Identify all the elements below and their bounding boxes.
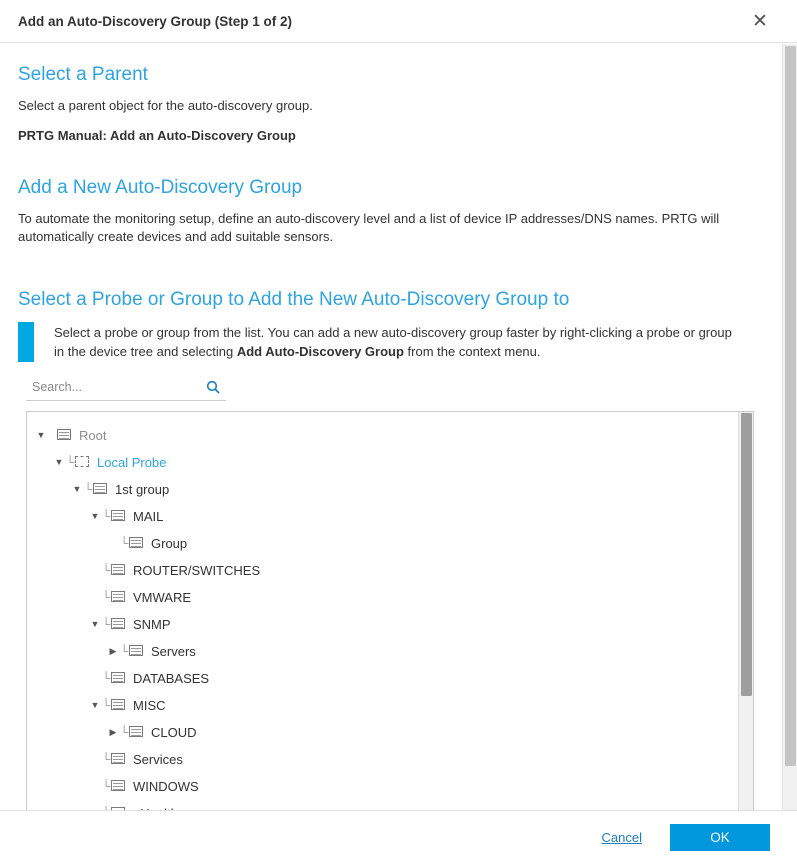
group-icon [129,725,146,739]
tree-node[interactable] [27,773,753,800]
hint-text [54,322,744,362]
chevron-right-icon[interactable]: ▶ [109,645,117,656]
tree-node-label[interactable]: 1st group [115,481,170,497]
dialog-title: Add an Auto-Discovery Group (Step 1 of 2) [18,13,293,29]
tree-connector: └ [101,698,111,713]
tree-spacer [89,674,101,683]
dialog-body [0,44,797,810]
tree-node[interactable] [27,422,753,449]
chevron-down-icon[interactable]: ▼ [72,483,82,494]
search-icon[interactable] [204,378,222,396]
group-icon [129,644,146,658]
dialog-scrollbar-thumb[interactable] [785,46,796,766]
tree-node-label[interactable]: VMWARE [133,589,192,605]
tree-connector: └ [101,671,111,686]
tree-node[interactable] [27,503,753,530]
tree-node[interactable] [27,665,753,692]
tree-node[interactable] [27,611,753,638]
tree-connector [47,429,57,441]
hint-box [18,322,763,362]
prtg-manual-link-text[interactable]: PRTG Manual: Add an Auto-Discovery Group [18,128,296,144]
close-icon[interactable]: ✕ [752,10,768,32]
probe-icon [75,455,92,469]
tree-node[interactable] [27,746,753,773]
tree-node-label[interactable]: CLOUD [151,724,197,740]
prtg-manual-link[interactable] [18,128,763,143]
tree-connector: └ [101,617,111,632]
tree-node[interactable] [27,557,753,584]
dialog-content [0,44,781,819]
group-icon [111,563,128,577]
tree-connector: └ [101,590,111,605]
group-icon [111,779,128,793]
tree-connector: └ [101,752,111,767]
group-icon [111,590,128,604]
group-icon [111,698,128,712]
dialog-footer [0,810,797,863]
group-icon [111,671,128,685]
tree-spacer [89,566,101,575]
dialog-titlebar [0,0,797,43]
tree-vertical-scrollbar[interactable] [738,412,753,818]
tree-node[interactable] [27,719,753,746]
group-icon [111,509,128,523]
dialog-vertical-scrollbar[interactable] [782,44,797,810]
tree-node-label[interactable]: WINDOWS [133,778,199,794]
chevron-down-icon[interactable]: ▼ [90,510,100,521]
chevron-right-icon[interactable]: ▶ [109,726,117,737]
hint-accent-bar [18,322,34,362]
group-icon [129,536,146,550]
tree-node-label[interactable]: Servers [151,643,196,659]
group-icon [93,482,110,496]
tree-connector: └ [83,482,93,497]
tree-connector: └ [101,563,111,578]
tree-connector: └ [119,644,129,659]
hint-text-suffix: from the context menu. [403,343,541,359]
add-new-group-heading: Add a New Auto-Discovery Group [18,177,303,199]
group-icon [111,752,128,766]
tree-node-label[interactable]: MAIL [133,508,164,524]
tree-node[interactable] [27,449,753,476]
cancel-button[interactable]: Cancel [601,829,642,845]
select-probe-heading: Select a Probe or Group to Add the New Auto-Discovery Group to [18,289,570,311]
add-new-group-description: To automate the monitoring setup, define an auto-discovery level and a list of device IP addresses/DNS names. PRTG will automatically create devices and add suitable sensors. [18,211,720,244]
hint-text-prefix: Select a probe or group from the list. You can add a new auto-discovery group faster by right-clicking a probe or group in the device tree and selecting [54,325,732,359]
select-parent-heading: Select a Parent [18,64,148,85]
tree-node[interactable] [27,692,753,719]
tree-node-label[interactable]: DATABASES [133,670,210,686]
device-tree-box [26,411,754,819]
tree-scrollbar-thumb[interactable] [741,413,752,696]
hint-text-bold: Add Auto-Discovery Group [236,343,404,359]
chevron-down-icon[interactable]: ▼ [90,699,100,710]
tree-spacer [89,782,101,791]
search-input[interactable] [26,379,204,395]
chevron-down-icon[interactable]: ▼ [36,429,46,440]
tree-connector: └ [101,509,111,524]
select-parent-description: Select a parent object for the auto-discovery group. [18,97,313,113]
tree-spacer [89,755,101,764]
tree-node-label[interactable]: ROUTER/SWITCHES [133,562,261,578]
tree-node-label[interactable]: Services [133,751,183,767]
tree-node[interactable] [27,638,753,665]
tree-spacer [107,539,119,548]
tree-node-label[interactable]: Root [79,427,107,443]
tree-node-label[interactable]: SNMP [133,616,171,632]
ok-button[interactable]: OK [670,824,770,851]
root-icon [57,428,74,442]
tree-node-label[interactable]: MISC [133,697,166,713]
tree-connector: └ [65,455,75,470]
group-icon [111,617,128,631]
tree-connector: └ [119,536,129,551]
tree-connector: └ [119,725,129,740]
tree-node[interactable] [27,530,753,557]
tree-node[interactable] [27,584,753,611]
device-tree-list[interactable] [27,412,753,818]
tree-node-label[interactable]: Local Probe [97,454,167,470]
tree-search-row[interactable] [26,376,226,401]
chevron-down-icon[interactable]: ▼ [90,618,100,629]
tree-node[interactable] [27,476,753,503]
tree-node-label[interactable]: Group [151,535,188,551]
tree-spacer [89,593,101,602]
chevron-down-icon[interactable]: ▼ [54,456,64,467]
tree-connector: └ [101,779,111,794]
